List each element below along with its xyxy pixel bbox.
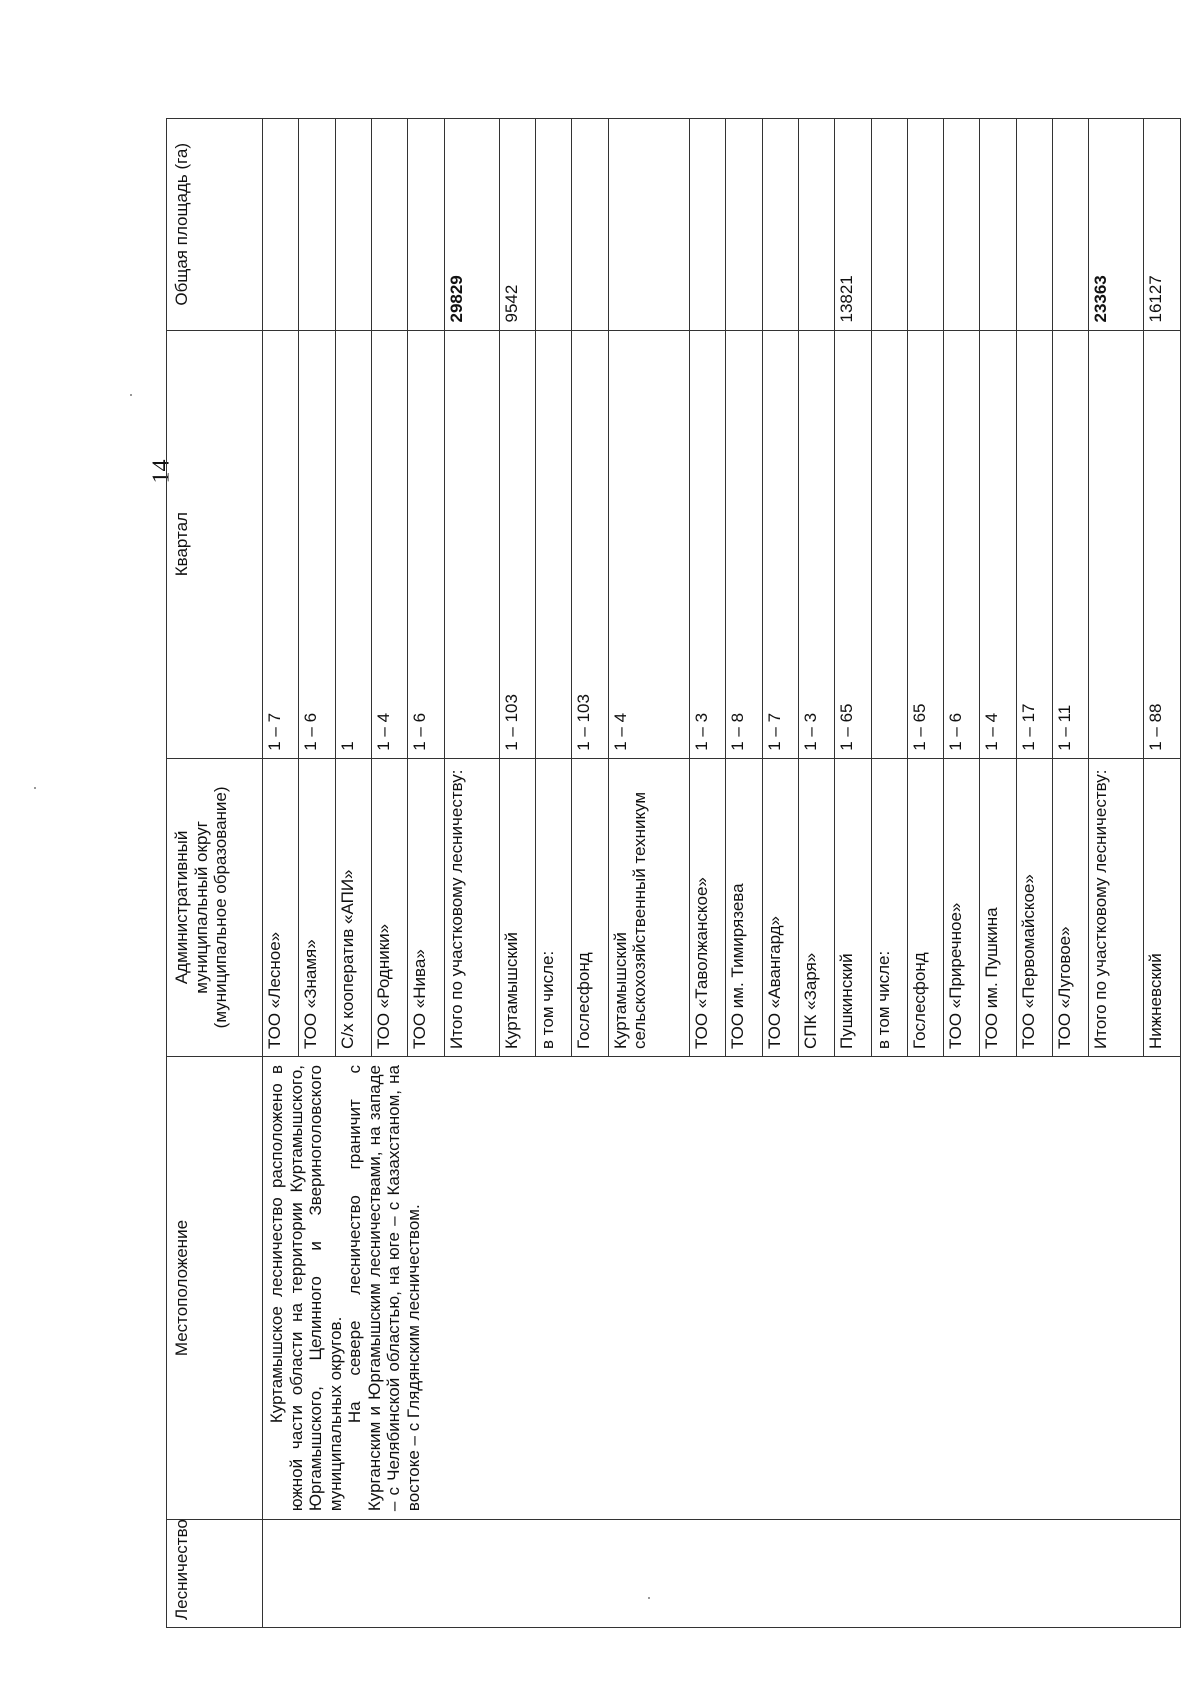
area-cell [572,119,608,331]
area-cell [535,119,571,331]
municipality-cell: ТОО «Знамя» [299,758,335,1056]
municipality-cell: Итого по участковому лесничеству: [444,758,499,1056]
municipality-cell: Гослесфонд [907,758,943,1056]
quarter-cell: 1 – 103 [572,330,608,758]
quarter-cell: 1 – 3 [689,330,725,758]
area-cell: 16127 [1144,119,1181,331]
location-paragraph-2: На севере лесничество граничит с Курганским и Юргамышским лесничествами, на западе – с Челябинской областью, на юге – с Казахстаном, на востоке – с Глядянским лесничеством. [345,1064,423,1512]
header-quarter: Квартал [167,330,263,758]
area-cell [907,119,943,331]
header-municipality: Административный муниципальный округ (муниципальное образование) [167,758,263,1056]
forestry-cell [263,1520,1181,1628]
municipality-cell: ТОО «Нива» [408,758,444,1056]
area-cell [608,119,689,331]
municipality-cell: ТОО им. Тимирязева [726,758,762,1056]
area-cell [263,119,299,331]
quarter-cell: 1 – 4 [371,330,407,758]
quarter-cell [871,330,907,758]
area-cell [798,119,834,331]
quarter-cell [444,330,499,758]
area-cell [299,119,335,331]
municipality-cell: Итого по участковому лесничеству: [1089,758,1144,1056]
municipality-cell: Куртамышский [499,758,535,1056]
municipality-cell: ТОО им. Пушкина [980,758,1016,1056]
quarter-cell: 1 – 4 [608,330,689,758]
quarter-cell: 1 – 65 [835,330,871,758]
municipality-cell: Нижневский [1144,758,1181,1056]
quarter-cell: 1 – 6 [299,330,335,758]
area-cell [371,119,407,331]
area-cell: 9542 [499,119,535,331]
quarter-cell: 1 – 6 [408,330,444,758]
area-cell [689,119,725,331]
quarter-cell: 1 – 11 [1053,330,1089,758]
quarter-cell: 1 – 8 [726,330,762,758]
scan-speck [130,394,132,396]
municipality-cell: ТОО «Луговое» [1053,758,1089,1056]
municipality-cell: ТОО «Авангард» [762,758,798,1056]
location-cell [263,1056,1181,1519]
municipality-cell: ТОО «Таволжанское» [689,758,725,1056]
quarter-cell: 1 – 7 [263,330,299,758]
area-cell [762,119,798,331]
area-cell: 23363 [1089,119,1144,331]
quarter-cell: 1 – 6 [944,330,980,758]
header-forestry: Лесничество [167,1520,263,1628]
municipality-cell: ТОО «Родники» [371,758,407,1056]
area-cell [726,119,762,331]
location-paragraph-1: Куртамышское лесничество расположено в южной части области на территории Куртамышского, Юргамышского, Целинного и Звериноголовского муниципальных округов. [267,1064,345,1512]
municipality-cell: Пушкинский [835,758,871,1056]
header-area: Общая площадь (га) [167,119,263,331]
quarter-cell: 1 – 103 [499,330,535,758]
scan-speck [34,787,36,789]
table-row [263,119,299,1628]
forestry-table-rotated [166,118,1181,1628]
quarter-cell: 1 – 17 [1016,330,1052,758]
municipality-cell: в том числе: [535,758,571,1056]
area-cell [335,119,371,331]
quarter-cell: 1 – 88 [1144,330,1181,758]
quarter-cell: 1 – 3 [798,330,834,758]
municipality-cell: С/х кооператив «АПИ» [335,758,371,1056]
area-cell [871,119,907,331]
quarter-cell: 1 – 4 [980,330,1016,758]
municipality-cell: в том числе: [871,758,907,1056]
area-cell [408,119,444,331]
quarter-cell [1089,330,1144,758]
area-cell [980,119,1016,331]
forestry-table [166,118,1181,1628]
municipality-cell: СПК «Заря» [798,758,834,1056]
header-row [167,119,263,1628]
area-cell [1016,119,1052,331]
municipality-cell: ТОО «Лесное» [263,758,299,1056]
quarter-cell: 1 – 65 [907,330,943,758]
quarter-cell [535,330,571,758]
area-cell [944,119,980,331]
municipality-cell: ТОО «Первомайское» [1016,758,1052,1056]
quarter-cell: 1 – 7 [762,330,798,758]
header-location: Местоположение [167,1056,263,1519]
area-cell: 29829 [444,119,499,331]
area-cell: 13821 [835,119,871,331]
municipality-cell: Гослесфонд [572,758,608,1056]
page-number: 14 [148,459,175,484]
municipality-cell: ТОО «Приречное» [944,758,980,1056]
quarter-cell: 1 [335,330,371,758]
municipality-cell: Куртамышский сельскохозяйственный техникум [608,758,689,1056]
area-cell [1053,119,1089,331]
